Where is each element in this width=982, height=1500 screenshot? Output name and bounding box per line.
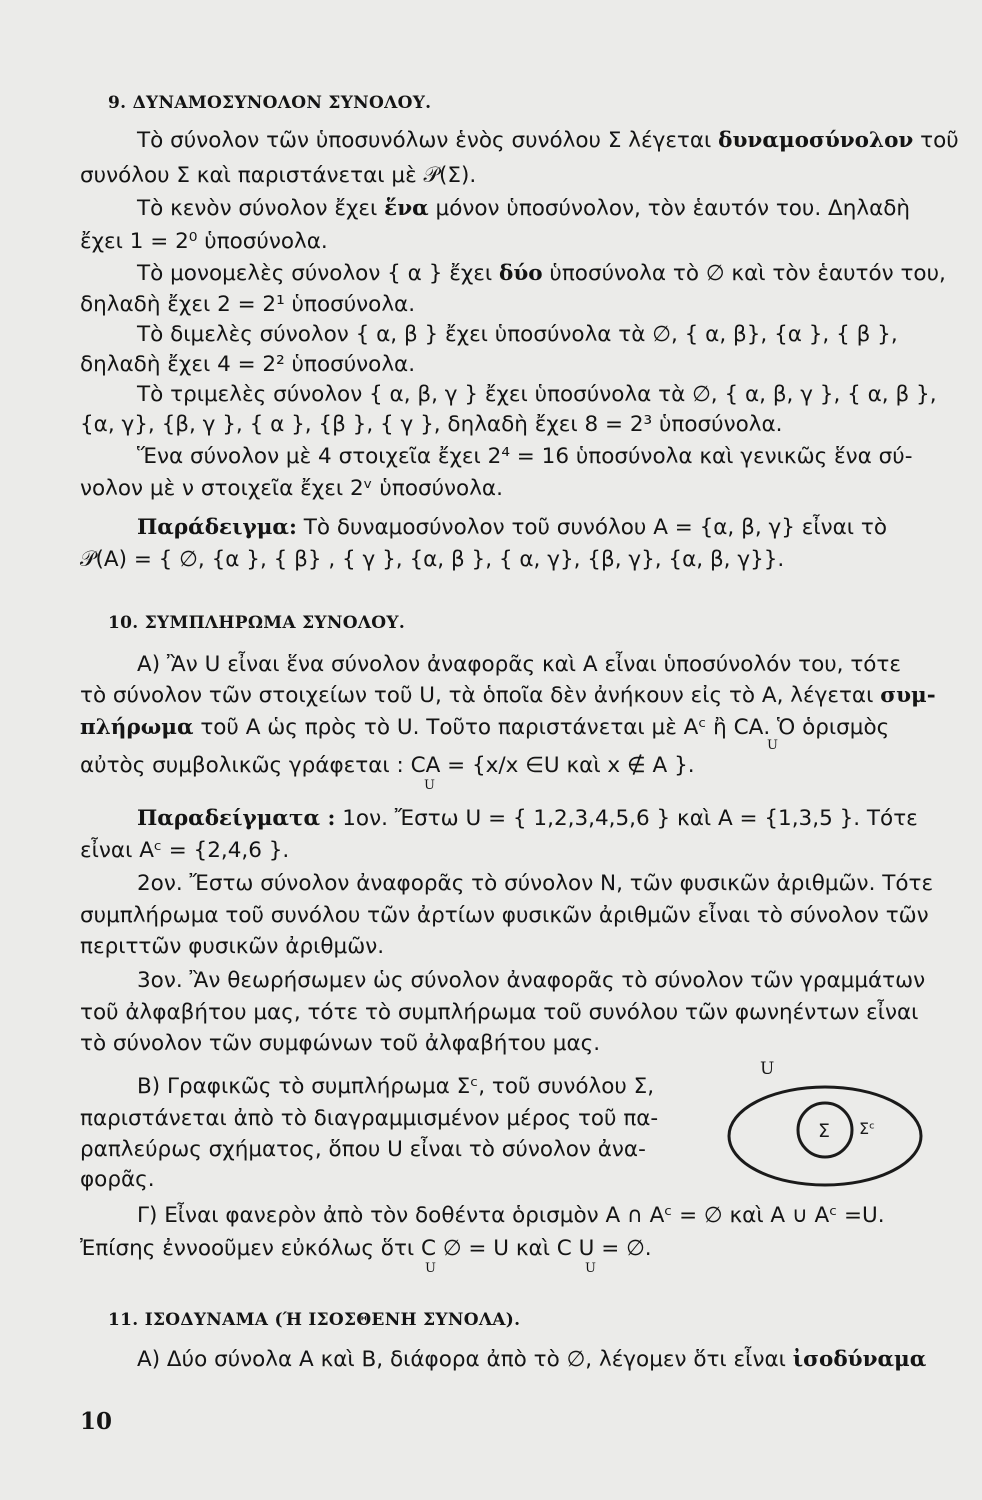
s10-line-4: αὐτὸς συμβολικῶς γράφεται : CΑ = {x/x ∈U καὶ x ∉ Α }. — [80, 753, 695, 778]
s10-line-3: πλήρωμα τοῦ Α ὡς πρὸς τὸ U. Τοῦτο παριστάνεται μὲ Αᶜ ἢ CΑ. Ὁ ὁρισμὸς — [80, 715, 890, 740]
s9-line-10: {α, γ}, {β, γ }, { α }, {β }, { γ }, δηλαδὴ ἔχει 8 = 2³ ὑποσύνολα. — [80, 412, 783, 437]
s9-line-1: Τὸ σύνολον τῶν ὑποσυνόλων ἑνὸς συνόλου Σ λέγεται δυναμοσύνολον τοῦ — [137, 128, 959, 153]
s10-line-6: εἶναι Αᶜ = {2,4,6 }. — [80, 838, 290, 863]
s9-line-5: Τὸ μονομελὲς σύνολον { α } ἔχει δύο ὑποσύνολα τὸ ∅ καὶ τὸν ἑαυτόν του, — [137, 261, 946, 286]
set-label: Σ — [818, 1120, 831, 1142]
s10-line-1: Α) Ἂν U εἶναι ἕνα σύνολον ἀναφορᾶς καὶ Α εἶναι ὑποσύνολόν του, τότε — [137, 652, 901, 677]
s9-line-7: Τὸ διμελὲς σύνολον { α, β } ἔχει ὑποσύνολα τὰ ∅, { α, β}, {α }, { β }, — [137, 322, 898, 347]
s10-b-line-2: παριστάνεται ἀπὸ τὸ διαγραμμισμένον μέρος τοῦ πα- — [80, 1106, 659, 1131]
s9-line-2: συνόλου Σ καὶ παριστάνεται μὲ 𝒫(Σ). — [80, 163, 477, 188]
subscript-u-3: U — [425, 1261, 436, 1276]
subscript-u-4: U — [585, 1261, 596, 1276]
s9-line-11: Ἕνα σύνολον μὲ 4 στοιχεῖα ἔχει 2⁴ = 16 ὑποσύνολα καὶ γενικῶς ἕνα σύ- — [137, 444, 913, 469]
section-9-heading: 9. ΔΥΝΑΜΟΣΥΝΟΛΟΝ ΣΥΝΟΛΟΥ. — [108, 93, 432, 113]
s10-line-7: 2ον. Ἔστω σύνολον ἀναφορᾶς τὸ σύνολον Ν, τῶν φυσικῶν ἀριθμῶν. Τότε — [137, 871, 934, 896]
s10-b-line-4: φορᾶς. — [80, 1167, 155, 1192]
s11-line-1: Α) Δύο σύνολα Α καὶ Β, διάφορα ἀπὸ τὸ ∅, λέγομεν ὅτι εἶναι ἰσοδύναμα — [137, 1347, 927, 1372]
complement-venn-diagram — [718, 1052, 938, 1202]
s10-b-line-3: ραπλεύρως σχήματος, ὅπου U εἶναι τὸ σύνολον ἀνα- — [80, 1137, 646, 1162]
section-11-heading: 11. ΙΣΟΔΥΝΑΜΑ (Ή ΙΣΟΣΘΕΝΗ ΣΥΝΟΛΑ). — [108, 1310, 521, 1330]
s9-line-3: Τὸ κενὸν σύνολον ἔχει ἕνα μόνον ὑποσύνολον, τὸν ἑαυτόν του. Δηλαδὴ — [137, 196, 911, 221]
subscript-u-2: U — [424, 778, 435, 793]
complement-label: Σᶜ — [859, 1119, 876, 1138]
section-10-heading: 10. ΣΥΜΠΛΗΡΩΜΑ ΣΥΝΟΛΟΥ. — [108, 613, 406, 633]
s10-line-8: συμπλήρωμα τοῦ συνόλου τῶν ἀρτίων φυσικῶν ἀριθμῶν εἶναι τὸ σύνολον τῶν — [80, 903, 929, 928]
s10-b-line-1: Β) Γραφικῶς τὸ συμπλήρωμα Σᶜ, τοῦ συνόλου Σ, — [137, 1074, 655, 1099]
s10-examples-line: Παραδείγματα : 1ον. Ἔστω U = { 1,2,3,4,5,6 } καὶ Α = {1,3,5 }. Τότε — [137, 806, 918, 831]
s10-g-line-2: Ἐπίσης ἐννοοῦμεν εὐκόλως ὅτι C ∅ = U καὶ C U = ∅. — [80, 1236, 652, 1261]
s10-line-2: τὸ σύνολον τῶν στοιχείων τοῦ U, τὰ ὁποῖα δὲν ἀνήκουν εἰς τὸ Α, λέγεται συμ- — [80, 683, 936, 708]
universe-label: U — [760, 1059, 775, 1079]
s9-example-line: Παράδειγμα: Τὸ δυναμοσύνολον τοῦ συνόλου Α = {α, β, γ} εἶναι τὸ — [137, 515, 888, 540]
subscript-u-1: U — [767, 738, 778, 753]
s10-line-11: τοῦ ἀλφαβήτου μας, τότε τὸ συμπλήρωμα τοῦ συνόλου τῶν φωνηέντων εἶναι — [80, 1000, 919, 1025]
s10-line-12: τὸ σύνολον τῶν συμφώνων τοῦ ἀλφαβήτου μας. — [80, 1031, 601, 1056]
s10-g-line-1: Γ) Εἶναι φανερὸν ἀπὸ τὸν δοθέντα ὁρισμὸν Α ∩ Αᶜ = ∅ καὶ Α ∪ Αᶜ =U. — [137, 1203, 885, 1228]
s10-line-9: περιττῶν φυσικῶν ἀριθμῶν. — [80, 934, 385, 959]
s9-line-8: δηλαδὴ ἔχει 4 = 2² ὑποσύνολα. — [80, 352, 416, 377]
s9-line-9: Τὸ τριμελὲς σύνολον { α, β, γ } ἔχει ὑποσύνολα τὰ ∅, { α, β, γ }, { α, β }, — [137, 382, 937, 407]
s9-line-6: δηλαδὴ ἔχει 2 = 2¹ ὑποσύνολα. — [80, 292, 416, 317]
page-number: 10 — [80, 1408, 113, 1435]
s9-line-4: ἔχει 1 = 2⁰ ὑποσύνολα. — [80, 229, 328, 254]
s10-line-10: 3ον. Ἂν θεωρήσωμεν ὡς σύνολον ἀναφορᾶς τὸ σύνολον τῶν γραμμάτων — [137, 968, 926, 993]
s9-power-set-line: 𝒫(Α) = { ∅, {α }, { β} , { γ }, {α, β }, { α, γ}, {β, γ}, {α, β, γ}}. — [80, 547, 785, 572]
s9-line-12: νολον μὲ ν στοιχεῖα ἔχει 2ᵛ ὑποσύνολα. — [80, 476, 503, 501]
